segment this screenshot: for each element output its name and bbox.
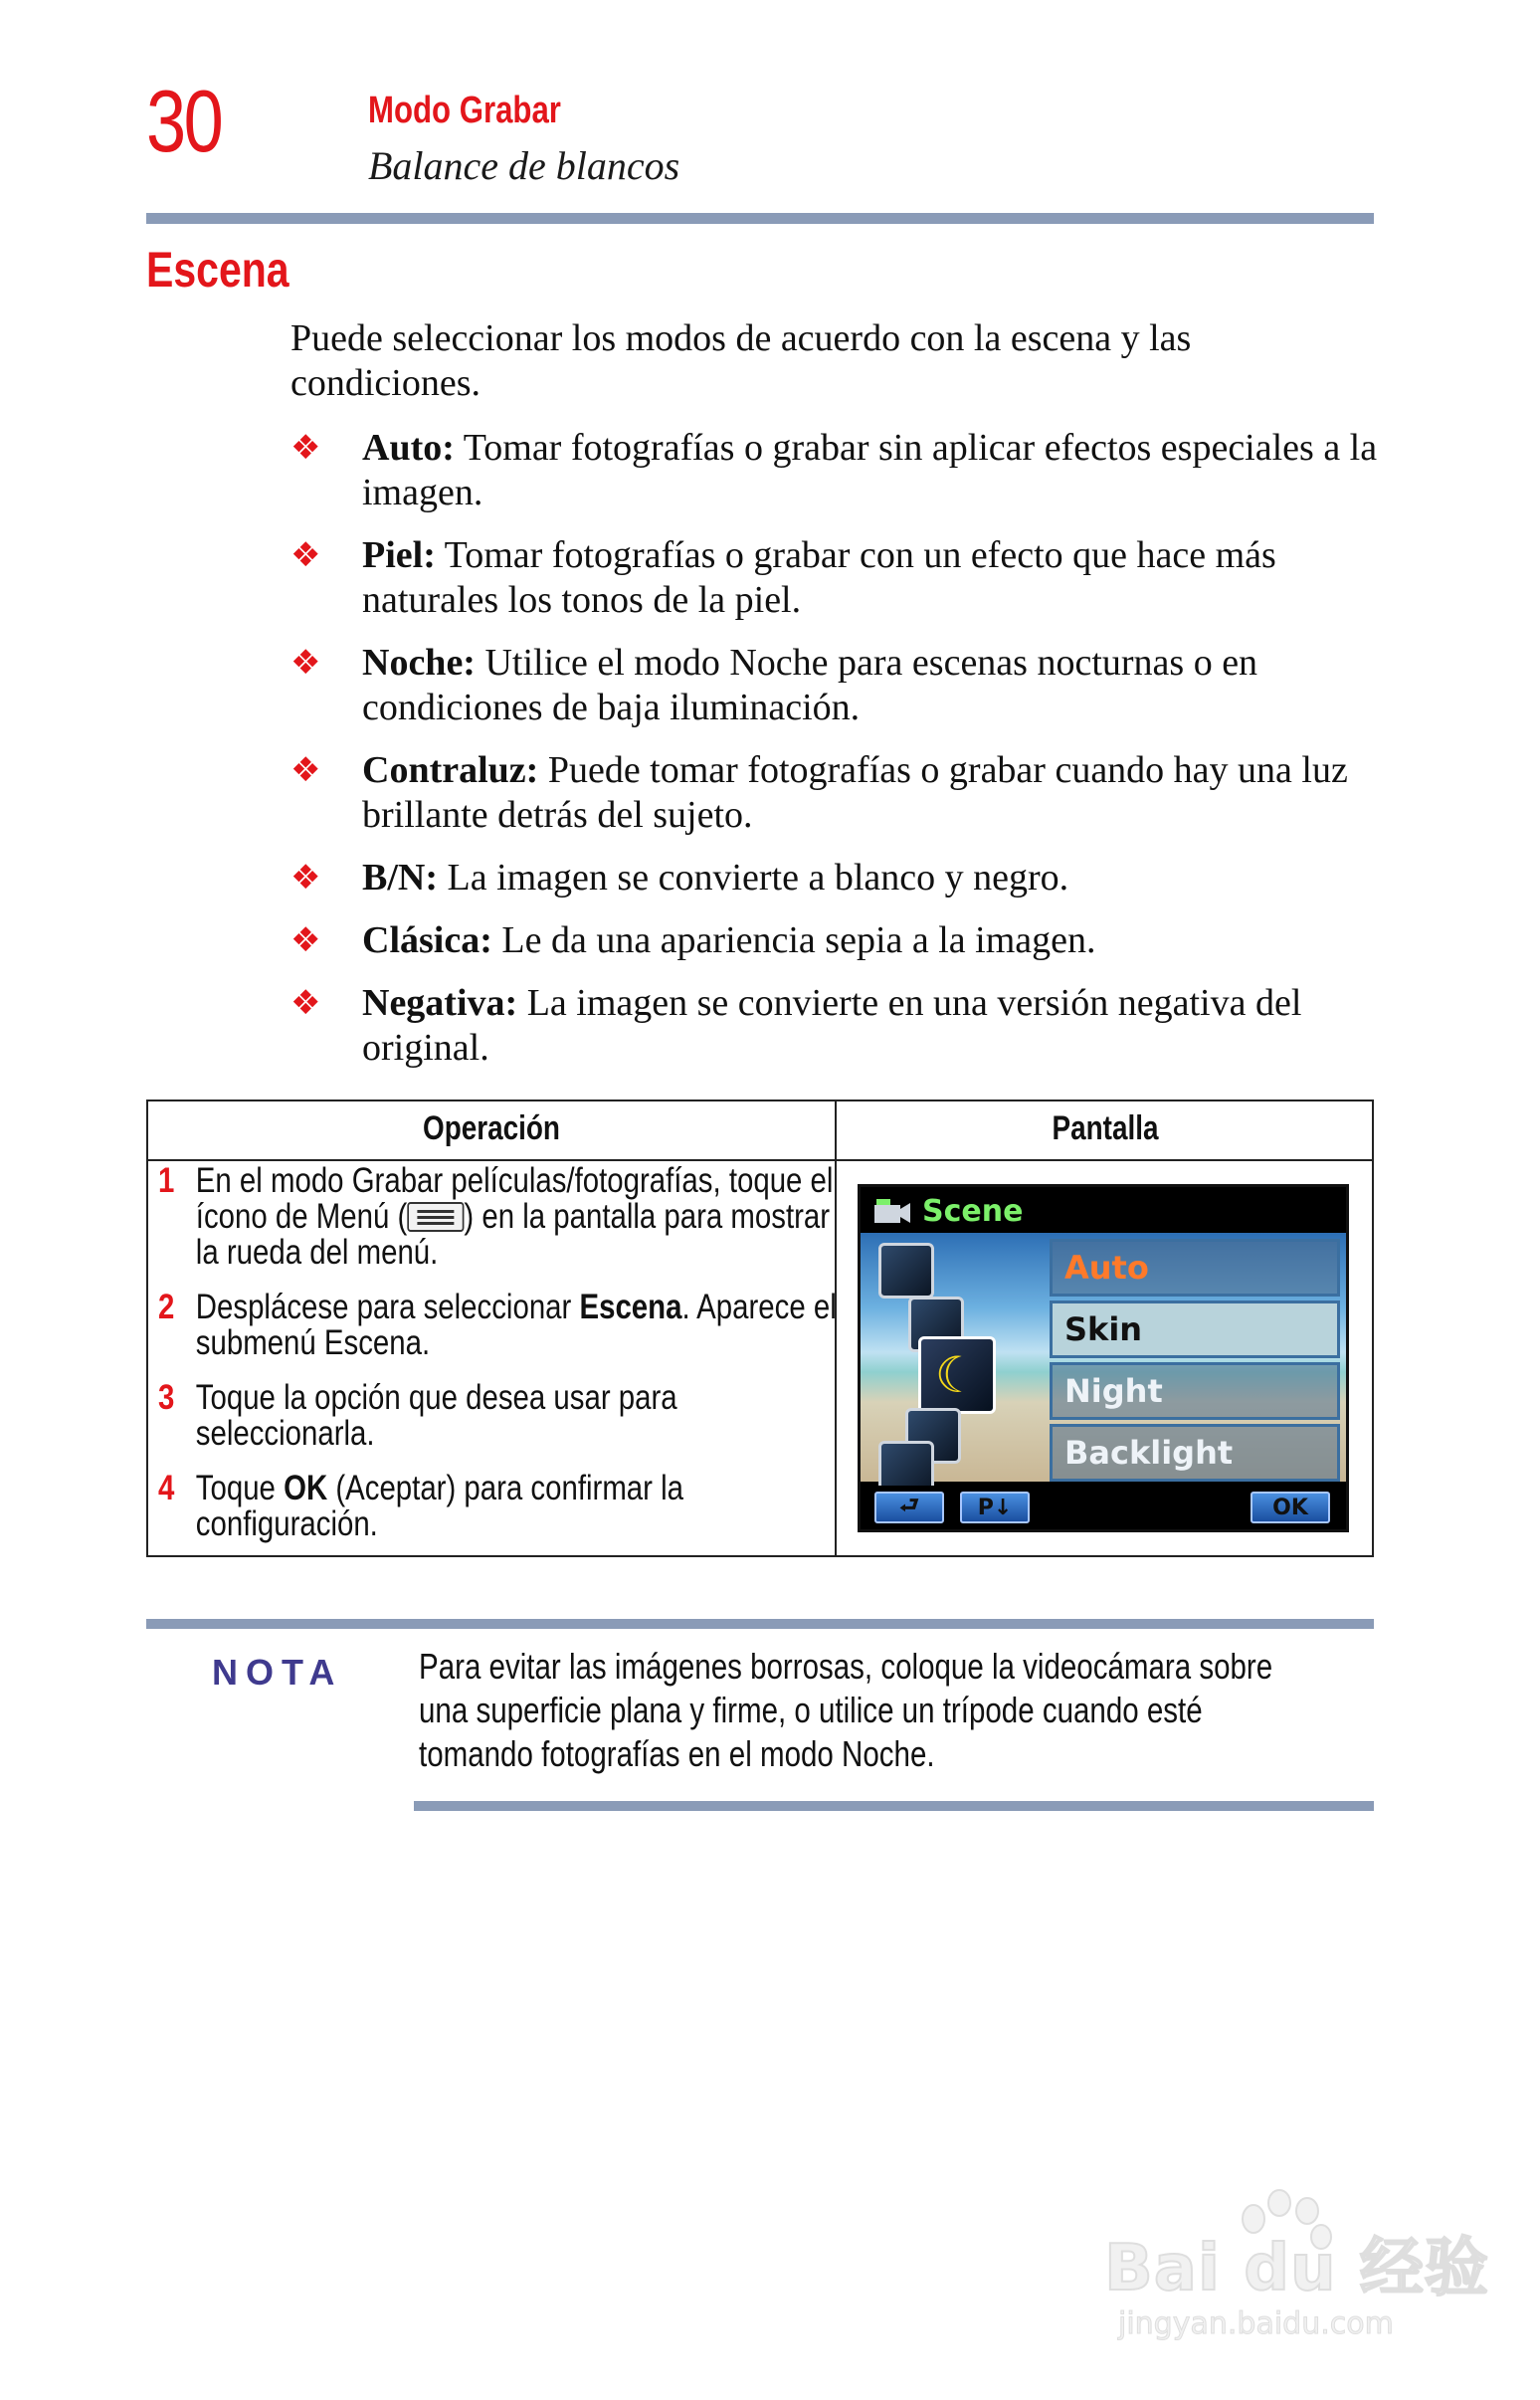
bullet-text: La imagen se convierte en una versión negativa del original. xyxy=(362,982,1302,1069)
ok-button[interactable]: OK xyxy=(1251,1492,1330,1523)
bullet-term: B/N: xyxy=(362,857,438,899)
bullet-text: Puede tomar fotografías o grabar cuando hay una luz brillante detrás del sujeto. xyxy=(362,749,1348,836)
scene-title-text: Scene xyxy=(922,1193,1024,1229)
bullet-term: Negativa: xyxy=(362,982,518,1024)
bullet-icon: ❖ xyxy=(290,428,321,468)
step-text-continued: ) en la pantalla para mostrar la rueda del menú. xyxy=(195,1197,831,1272)
note-label: NOTA xyxy=(212,1652,343,1693)
running-header-subsection: Balance de blancos xyxy=(368,143,680,188)
camcorder-icon xyxy=(872,1197,912,1225)
bullet-icon: ❖ xyxy=(290,983,321,1023)
bullet-term: Contraluz: xyxy=(362,749,539,791)
scene-option-night[interactable]: Night xyxy=(1050,1362,1340,1420)
bullet-icon: ❖ xyxy=(290,643,321,683)
step-item xyxy=(158,1163,856,1271)
step-text: En el modo Grabar películas/fotografías, toque el ícono de Menú ( xyxy=(195,1161,834,1236)
baidu-watermark xyxy=(1104,2189,1502,2358)
list-item xyxy=(290,918,1385,963)
intro-paragraph: Puede seleccionar los modos de acuerdo con la escena y las condiciones. xyxy=(290,317,1192,404)
scene-mode-list xyxy=(290,426,1385,1089)
note-rule-bottom xyxy=(414,1801,1374,1811)
section-heading: Escena xyxy=(146,242,289,298)
bullet-icon: ❖ xyxy=(290,535,321,575)
step-keyword: OK xyxy=(284,1469,328,1507)
step-number: 4 xyxy=(158,1469,175,1507)
bullet-icon: ❖ xyxy=(290,858,321,898)
bullet-term: Clásica: xyxy=(362,919,492,961)
bullet-text: Tomar fotografías o grabar con un efecto que hace más naturales los tonos de la piel. xyxy=(362,534,1276,621)
step-number: 1 xyxy=(158,1161,175,1200)
step-list xyxy=(158,1161,837,1561)
watermark-brand: Bai du 经验 xyxy=(1104,2232,1489,2305)
scene-option-backlight[interactable]: Backlight xyxy=(1050,1424,1340,1482)
step-text: Toque xyxy=(195,1469,285,1507)
list-item xyxy=(290,641,1385,730)
bullet-text: Utilice el modo Noche para escenas nocturnas o en condiciones de baja iluminación. xyxy=(362,642,1258,728)
step-number: 3 xyxy=(158,1378,175,1417)
table-header-screen: Pantalla xyxy=(1052,1109,1159,1147)
running-header-section: Modo Grabar xyxy=(368,90,561,131)
bullet-text: La imagen se convierte a blanco y negro. xyxy=(438,857,1069,899)
step-number: 2 xyxy=(158,1288,175,1326)
step-text: Desplácese para seleccionar xyxy=(195,1288,580,1326)
header-rule xyxy=(146,213,1374,224)
bullet-term: Auto: xyxy=(362,427,455,469)
scene-option-auto[interactable]: Auto xyxy=(1050,1239,1340,1297)
bullet-icon: ❖ xyxy=(290,750,321,790)
bullet-text: Le da una apariencia sepia a la imagen. xyxy=(491,919,1096,961)
step-keyword: Escena xyxy=(579,1288,682,1326)
bullet-icon: ❖ xyxy=(290,920,321,960)
step-item xyxy=(158,1471,856,1542)
note-text: Para evitar las imágenes borrosas, coloque la videocámara sobre una superficie plana y firme, o utilice un trípode cuando esté tomando fotografías en el modo Noche. xyxy=(419,1646,1273,1774)
bullet-text: Tomar fotografías o grabar sin aplicar efectos especiales a la imagen. xyxy=(362,427,1378,513)
step-text-continued: . Aparece el submenú Escena. xyxy=(195,1288,837,1362)
list-item xyxy=(290,533,1385,623)
camera-button-bar xyxy=(861,1486,1349,1529)
list-item xyxy=(290,981,1385,1071)
bullet-term: Piel: xyxy=(362,534,436,576)
watermark-url: jingyan.baidu.com xyxy=(1118,2306,1394,2341)
list-item xyxy=(290,748,1385,838)
menu-icon xyxy=(407,1202,464,1232)
page-number: 30 xyxy=(146,72,222,170)
wrench-icon xyxy=(878,1243,934,1299)
scene-menu-title xyxy=(872,1191,1023,1231)
camera-screen-illustration xyxy=(858,1184,1349,1532)
table-header-operation: Operación xyxy=(423,1109,560,1147)
note-rule-top xyxy=(146,1619,1374,1629)
list-item xyxy=(290,426,1385,515)
scene-option-skin[interactable]: Skin xyxy=(1050,1300,1340,1358)
bullet-term: Noche: xyxy=(362,642,476,684)
list-item xyxy=(290,856,1385,900)
night-scene-icon: ☾ xyxy=(918,1336,996,1414)
page-down-button[interactable]: P↓ xyxy=(960,1492,1030,1523)
step-item xyxy=(158,1380,856,1452)
step-text: Toque la opción que desea usar para seleccionarla. xyxy=(195,1378,677,1453)
step-text-continued: (Aceptar) para confirmar la configuración. xyxy=(195,1469,684,1543)
step-item xyxy=(158,1290,856,1361)
back-button[interactable]: ⮐ xyxy=(874,1492,944,1523)
